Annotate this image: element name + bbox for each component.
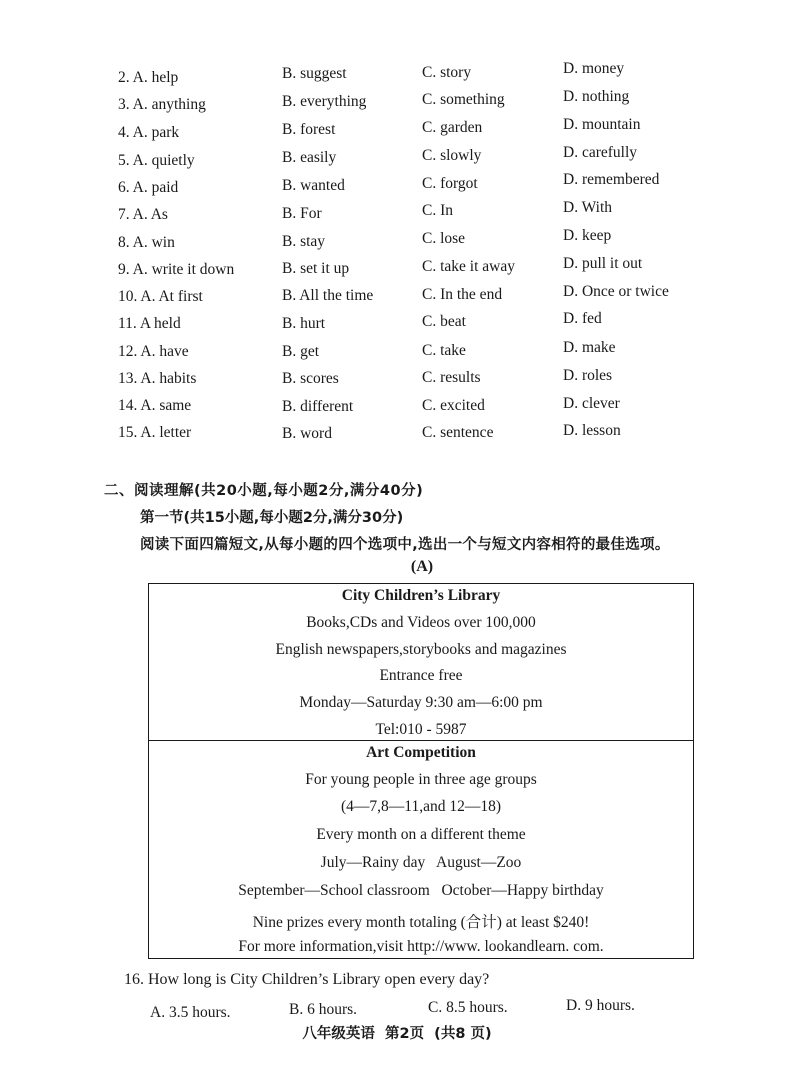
option-a: 11. A held — [118, 315, 181, 332]
option-row — [0, 283, 794, 312]
library-line: Tel:010 - 5987 — [375, 721, 467, 738]
option-a: 10. A. At first — [118, 288, 203, 305]
option-c: C. take it away — [422, 258, 515, 275]
option-d: D. carefully — [563, 144, 638, 161]
option-c: C. forgot — [422, 175, 478, 192]
question-choice: B. 6 hours. — [289, 1001, 358, 1018]
option-b: B. For — [282, 205, 322, 222]
option-d: D. Once or twice — [563, 283, 669, 300]
option-d: D. mountain — [563, 116, 641, 133]
option-row — [0, 88, 794, 120]
option-b: B. everything — [282, 93, 367, 110]
competition-line: For more information,visit http://www. lookandlearn. com. — [238, 938, 604, 955]
option-d: D. roles — [563, 367, 613, 384]
option-row — [0, 116, 794, 148]
option-c: C. In the end — [422, 286, 503, 303]
option-b: B. All the time — [282, 287, 374, 304]
option-d: D. clever — [563, 395, 620, 412]
option-row — [0, 424, 794, 448]
passage-label: (A) — [410, 558, 434, 575]
library-line: Entrance free — [379, 667, 463, 684]
option-a: 2. A. help — [118, 69, 179, 86]
library-title: City Children’s Library — [341, 587, 501, 604]
competition-line: September—School classroom October—Happy birthday — [238, 882, 604, 899]
option-b: B. different — [282, 398, 354, 415]
section-subtitle: 第一节(共15小题,每小题2分,满分30分) — [140, 510, 404, 526]
option-row — [0, 310, 794, 339]
option-c: C. lose — [422, 230, 466, 247]
section-title: 二、阅读理解(共20小题,每小题2分,满分40分) — [104, 483, 424, 499]
question-choice: A. 3.5 hours. — [150, 1004, 231, 1021]
option-b: B. suggest — [282, 65, 347, 82]
option-b: B. scores — [282, 370, 339, 387]
option-row — [0, 171, 794, 203]
option-b: B. hurt — [282, 315, 326, 332]
option-d: D. pull it out — [563, 255, 643, 272]
option-c: C. excited — [422, 397, 485, 414]
option-d: D. make — [563, 339, 616, 356]
option-d: D. fed — [563, 310, 602, 327]
question-choice: D. 9 hours. — [566, 997, 635, 1014]
option-row — [0, 339, 794, 367]
option-c: C. beat — [422, 313, 466, 330]
option-a: 14. A. same — [118, 397, 192, 414]
option-b: B. stay — [282, 233, 326, 250]
question-stem: 16. How long is City Children’s Library open every day? — [124, 971, 490, 988]
option-b: B. word — [282, 425, 332, 442]
option-row — [0, 227, 794, 258]
option-a: 7. A. As — [118, 206, 168, 223]
option-d: D. lesson — [563, 422, 621, 439]
option-c: C. slowly — [422, 147, 482, 164]
option-a: 4. A. park — [118, 124, 180, 141]
option-d: D. With — [563, 199, 613, 216]
option-a: 9. A. write it down — [118, 261, 235, 278]
option-b: B. get — [282, 343, 320, 360]
option-a: 15. A. letter — [118, 424, 192, 441]
library-line: Books,CDs and Videos over 100,000 — [306, 614, 536, 631]
option-row — [0, 397, 794, 421]
option-b: B. wanted — [282, 177, 345, 194]
option-b: B. easily — [282, 149, 337, 166]
option-row — [0, 255, 794, 285]
competition-line: Every month on a different theme — [316, 826, 526, 843]
notice-box — [148, 583, 694, 959]
option-b: B. forest — [282, 121, 336, 138]
option-c: C. In — [422, 202, 453, 219]
option-a: 3. A. anything — [118, 96, 206, 113]
section-instruction: 阅读下面四篇短文,从每小题的四个选项中,选出一个与短文内容相符的最佳选项。 — [140, 537, 670, 553]
option-c: C. results — [422, 369, 481, 386]
option-c: C. story — [422, 64, 472, 81]
question-choice: C. 8.5 hours. — [428, 999, 508, 1016]
library-line: Monday—Saturday 9:30 am—6:00 pm — [299, 694, 543, 711]
option-a: 12. A. have — [118, 343, 189, 360]
option-c: C. garden — [422, 119, 483, 136]
option-row — [0, 144, 794, 176]
competition-line: Nine prizes every month totaling (合计) at least $240! — [252, 914, 590, 931]
option-c: C. sentence — [422, 424, 494, 441]
option-row — [0, 60, 794, 93]
option-row — [0, 199, 794, 230]
page-footer: 八年级英语 第2页 (共8 页) — [302, 1026, 492, 1042]
option-row — [0, 367, 794, 394]
option-b: B. set it up — [282, 260, 350, 277]
option-d: D. money — [563, 60, 625, 77]
competition-line: July—Rainy day August—Zoo — [320, 854, 522, 871]
option-a: 13. A. habits — [118, 370, 197, 387]
option-d: D. remembered — [563, 171, 660, 188]
library-line: English newspapers,storybooks and magazines — [275, 641, 567, 658]
option-a: 6. A. paid — [118, 179, 179, 196]
competition-line: For young people in three age groups — [305, 771, 537, 788]
option-a: 5. A. quietly — [118, 152, 195, 169]
option-d: D. nothing — [563, 88, 630, 105]
notice-divider — [149, 740, 693, 741]
competition-line: (4—7,8—11,and 12—18) — [340, 798, 501, 815]
option-a: 8. A. win — [118, 234, 175, 251]
competition-title: Art Competition — [366, 744, 476, 761]
option-c: C. something — [422, 91, 505, 108]
option-c: C. take — [422, 342, 466, 359]
option-d: D. keep — [563, 227, 612, 244]
